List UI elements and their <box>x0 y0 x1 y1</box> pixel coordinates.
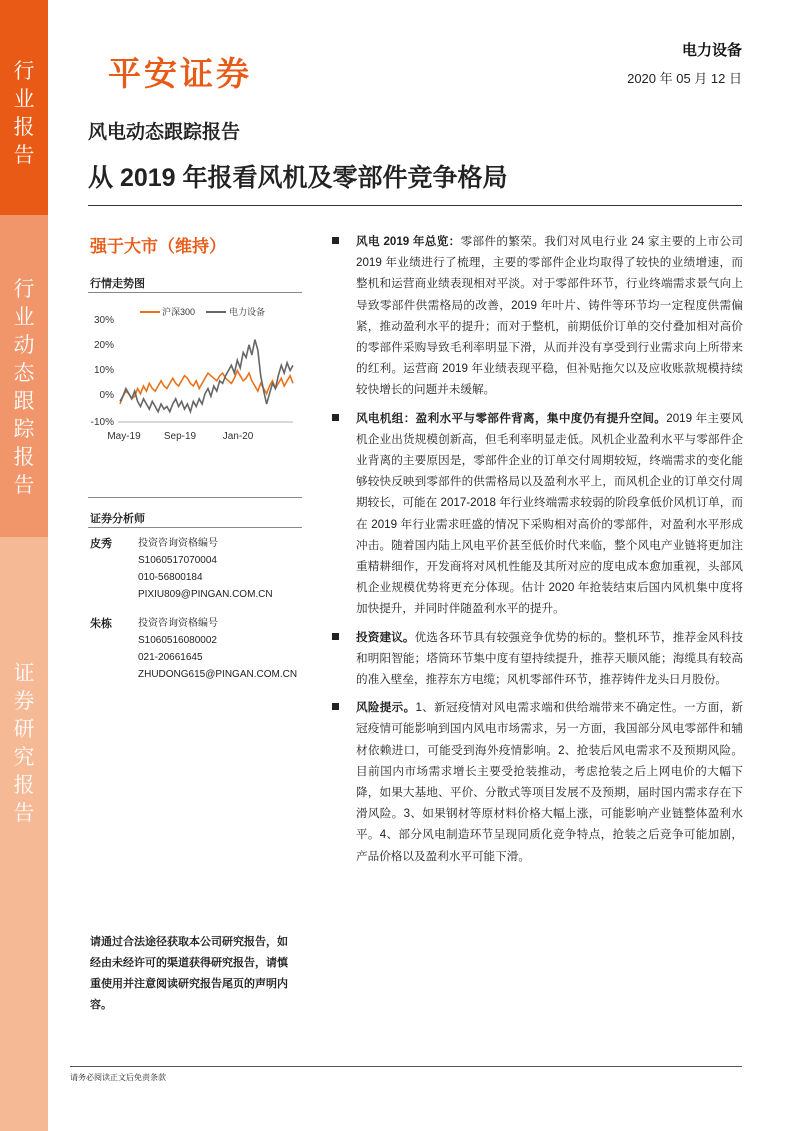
analyst-cert-label: 投资咨询资格编号 <box>138 618 218 629</box>
analyst-cert-no: S1060517070004 <box>138 555 217 566</box>
y-tick-label: 20% <box>93 340 114 351</box>
title-divider <box>88 205 742 206</box>
chart-rule-top <box>88 292 302 293</box>
bullet-text: 零部件的繁荣。我们对风电行业 24 家主要的上市公司 2019 年业绩进行了梳理，主要的零部件企业均取得了较快的业绩增速，而整机和运营商业绩表现相对平淡。对于零部件环节，行业终端需求景气向上导致零部件供需格局的改善，2019 年叶片、铸件等环节均一定程度供需偏紧，推动盈利水平的提升；而对于整机，前期低价订单的交付叠加相对高价的零部件采购导致毛利率明显下滑，从而并没有享受到行业需求向上所带来的红利。运营商 2019 年业绩表现平稳，但补贴拖欠以及应收账款规模持续较快增长的问题并未缓解。 <box>356 235 744 397</box>
footer-rule <box>70 1066 742 1067</box>
y-tick-label: -10% <box>90 417 114 428</box>
legend-label-power: 电力设备 <box>229 307 266 317</box>
sector-label: 电力设备 <box>681 42 742 59</box>
report-date: 2020 年 05 月 12 日 <box>627 71 742 86</box>
analyst-name: 朱栋 <box>90 618 112 630</box>
analyst-rule <box>88 527 302 528</box>
side-tab-text: 行 业 报 告 <box>13 59 35 167</box>
bullet-text: 1、新冠疫情对风电需求端和供给端带来不确定性。一方面，新冠疫情可能影响到国内风电市场需求，另一方面，我国部分风电零部件和辅材依赖进口，可能受到海外疫情影响。2、抢装后风电需求不及预期风险。目前国内市场需求增长主要受抢装推动，考虑抢装之后上网电价的大幅下降，如果大基地、平价、分散式等项目发展不及预期，届时国内需求存在下滑风险。3、如果钢材等原材料价格大幅上涨，可能影响产业链整体盈利水平。4、部分风电制造环节呈现同质化竞争特点，抢装之后竞争可能加剧，产品价格以及盈利水平可能下滑。 <box>356 701 743 863</box>
legal-note: 请通过合法途径获取本公司研究报告，如经由未经许可的渠道获得研究报告，请慎重使用并注意阅读研究报告尾页的声明内容。 <box>90 936 288 1011</box>
bullet-2019-overview <box>330 231 743 401</box>
bullet-risk-warning <box>330 697 743 867</box>
y-tick-label: 30% <box>93 315 114 326</box>
side-tab-dynamic-report <box>0 215 48 537</box>
analyst-cert-no: S1060516080002 <box>138 635 217 646</box>
footer-disclaimer: 请务必阅读正文后免责条款 <box>70 1073 166 1082</box>
rating-label: 强于大市（维持） <box>90 237 226 256</box>
analyst-name: 皮秀 <box>90 538 112 550</box>
bullet-heading: 风电 2019 年总览： <box>356 235 461 248</box>
bullet-heading: 风电机组：盈利水平与零部件背离，集中度仍有提升空间。 <box>356 411 667 425</box>
analyst-card <box>90 535 310 605</box>
market-trend-chart <box>88 297 302 447</box>
report-subtitle: 风电动态跟踪报告 <box>88 122 241 143</box>
analyst-cert-label: 投资咨询资格编号 <box>138 538 218 549</box>
company-logo: 平安证券 <box>108 54 252 93</box>
analyst-phone: 021-20661645 <box>138 652 203 663</box>
analyst-email[interactable]: ZHUDONG615@PINGAN.COM.CN <box>138 669 298 680</box>
side-tab-industry-report <box>0 0 48 215</box>
side-tab-text: 行 业 动 态 跟 踪 报 告 <box>13 277 35 497</box>
bullet-investment-advice <box>330 627 743 691</box>
side-tab-securities-research <box>0 537 48 1131</box>
analysts-heading: 证券分析师 <box>90 513 145 525</box>
x-tick-label: Sep-19 <box>163 431 197 442</box>
x-tick-label: Jan-20 <box>222 431 254 442</box>
bullet-heading: 风险提示。 <box>356 701 416 715</box>
bullet-square-icon <box>332 237 339 244</box>
report-title: 从 2019 年报看风机及零部件竞争格局 <box>88 164 508 192</box>
analyst-email[interactable]: PIXIU809@PINGAN.COM.CN <box>138 589 273 600</box>
bullet-square-icon <box>332 414 339 421</box>
bullet-heading: 投资建议。 <box>356 630 415 644</box>
bullet-square-icon <box>332 703 339 710</box>
series-line-hs300 <box>120 371 293 405</box>
summary-bullets <box>330 231 743 874</box>
analyst-card <box>90 615 310 685</box>
bullet-text: 2019 年主要风机企业出货规模创新高，但毛利率明显走低。风机企业盈利水平与零部件企业背离的主要原因是，零部件企业的订单交付周期较短，终端需求的变化能够较快反映到零部件的供需格局以及盈利水平上，而风机企业的订单交付周期较长，可能在 2017-2018 年行业终端需求较弱的阶段拿低价风机订单，而在 2019 年行业需求旺盛的情况下采购相对高价的零部件，对盈利水平形成冲击。随着国内陆上风电平价甚至低价时代来临，整个风电产业链将更加注重精耕细作，开发商将对风机性能及其所对应的度电成本愈加重视，头部风机企业规模优势将更充分体现。估计 2020 年抢装结束后国内风机集中度将加快提升，并同时伴随盈利水平的提升。 <box>356 411 743 616</box>
bullet-square-icon <box>332 633 339 640</box>
bullet-text: 优选各环节具有较强竞争优势的标的。整机环节，推荐金风科技和明阳智能；塔筒环节集中度有望持续提升，推荐天顺风能；海缆具有较高的准入壁垒，推荐东方电缆；风机零部件环节，推荐铸件龙头日月股份。 <box>356 630 743 687</box>
side-tab-text: 证 券 研 究 报 告 <box>13 661 35 825</box>
y-tick-label: 10% <box>93 365 114 376</box>
x-tick-label: May-19 <box>107 431 141 442</box>
chart-title: 行情走势图 <box>90 278 145 290</box>
legend-label-hs300: 沪深300 <box>162 307 196 317</box>
analyst-phone: 010-56800184 <box>138 572 203 583</box>
y-tick-label: 0% <box>99 390 114 401</box>
chart-rule-bottom <box>88 497 302 498</box>
bullet-wind-turbines <box>330 408 743 620</box>
